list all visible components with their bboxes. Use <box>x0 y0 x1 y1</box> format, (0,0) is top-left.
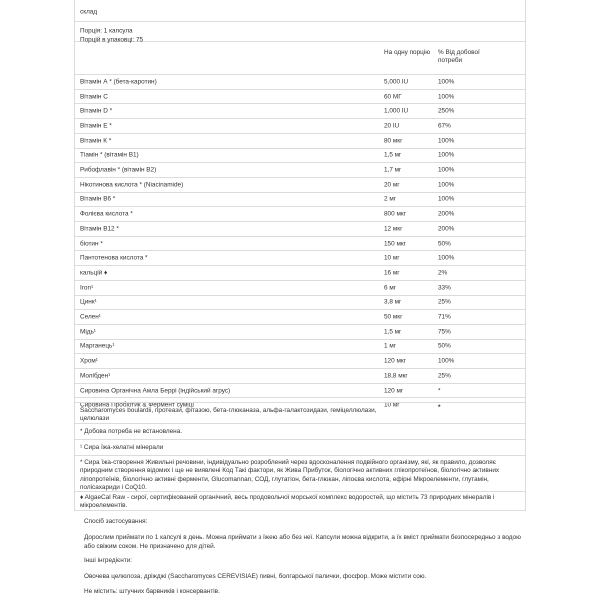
serving-size: Порція: 1 капсула <box>80 27 133 35</box>
nutrient-amount: 1,000 IU <box>384 107 409 115</box>
nutrient-amount: 16 мг <box>384 269 400 277</box>
table-row <box>80 148 520 163</box>
nutrient-name: Сировина Органічна Амла Беррі (індійський агрус) <box>80 387 231 395</box>
nutrient-amount: 50 мкг <box>384 313 403 321</box>
nutrient-daily-value: 75% <box>438 328 451 336</box>
table-row <box>80 133 520 148</box>
usage-text: Дорослим приймати по 1 капсулі в день. Можна приймати з їжею або без неї. Капсули можна відкрити, а їх вміст приймати безпосередньо з водою або свіжим соком. Не призначено для дітей. <box>84 534 521 550</box>
table-row <box>80 222 520 237</box>
divider <box>74 439 526 440</box>
nutrient-daily-value: 100% <box>438 254 455 262</box>
nutrient-name: Селен¹ <box>80 313 101 321</box>
nutrient-daily-value: 2% <box>438 269 448 277</box>
footnote-dv-not-established: * Добова потреба не встановлена. <box>80 428 183 435</box>
nutrient-name: Вітамін D * <box>80 107 113 115</box>
nutrient-name: кальцій ♦ <box>80 269 108 277</box>
servings-per-container: Порцій в упаковці: 75 <box>80 36 144 44</box>
nutrient-name: Фолієва кислота * <box>80 210 133 218</box>
table-row <box>80 369 520 384</box>
table-row <box>80 75 520 90</box>
nutrient-amount: 120 мкг <box>384 357 406 365</box>
divider <box>74 491 526 492</box>
nutrient-amount: 80 мкг <box>384 137 403 145</box>
nutrient-amount: 5,000 IU <box>384 78 409 86</box>
nutrient-daily-value: 250% <box>438 107 455 115</box>
nutrient-amount: 1,5 мг <box>384 151 402 159</box>
dv-column-header: % Від добової потреби <box>438 49 480 64</box>
nutrient-daily-value: 200% <box>438 225 455 233</box>
nutrient-amount: 800 мкг <box>384 210 406 218</box>
table-row <box>80 310 520 325</box>
divider <box>74 402 526 403</box>
footnote-raw-minerals: ¹ Сира їжа-хелатні мінерали <box>80 444 164 451</box>
table-row <box>80 354 520 369</box>
facts-title-row <box>80 2 520 22</box>
nutrient-name: біотин * <box>80 240 103 248</box>
divider <box>74 510 526 511</box>
other-ingredients-heading: Інші інгредієнти: <box>84 557 133 564</box>
nutrient-name: Вітамін Е * <box>80 122 112 130</box>
nutrient-daily-value: 100% <box>438 151 455 159</box>
nutrient-name: Марганець¹ <box>80 342 115 350</box>
table-row <box>80 251 520 266</box>
nutrient-amount: 10 мг <box>384 401 400 409</box>
amount-column-header: На одну порцію <box>384 49 431 56</box>
nutrient-daily-value: 67% <box>438 122 451 130</box>
column-headers <box>80 49 520 73</box>
table-row <box>80 192 520 207</box>
nutrient-amount: 120 мг <box>384 387 404 395</box>
nutrient-daily-value: 33% <box>438 284 451 292</box>
nutrient-amount: 12 мкг <box>384 225 403 233</box>
nutrient-daily-value: 50% <box>438 342 451 350</box>
nutrient-daily-value: 100% <box>438 181 455 189</box>
table-row <box>80 295 520 310</box>
nutrient-amount: 3,8 мг <box>384 298 402 306</box>
nutrient-daily-value: 100% <box>438 137 455 145</box>
table-row <box>80 324 520 339</box>
nutrient-daily-value: 100% <box>438 195 455 203</box>
table-row <box>80 89 520 104</box>
nutrient-amount: 150 мкг <box>384 240 406 248</box>
nutrient-amount: 1,5 мг <box>384 328 402 336</box>
supplement-facts-page <box>70 0 530 600</box>
nutrient-daily-value: 25% <box>438 298 451 306</box>
other-ingredients-text: Овочева целюлоза, дріжджі (Saccharomyces CEREVISIAE) пивні, болгарської палички, фосфор. Може містити сою. <box>84 573 427 580</box>
nutrient-daily-value: 100% <box>438 93 455 101</box>
nutrient-amount: 1,7 мг <box>384 166 402 174</box>
nutrient-daily-value: 25% <box>438 372 451 380</box>
nutrient-name: Пантотенова кислота * <box>80 254 148 262</box>
free-of-text: Не містить: штучних барвників і консервантів. <box>84 588 220 595</box>
nutrient-name: Мідь¹ <box>80 328 96 336</box>
table-row <box>80 163 520 178</box>
table-row <box>80 104 520 119</box>
nutrient-amount: 1 мг <box>384 342 397 350</box>
footnote-algaecal: ♦ AlgaeCal Raw - сирої, сертифікований органічний, весь продовольчої морської комплекс водоростей, що містить 73 природних мінералів і мікроелементів. <box>80 494 495 510</box>
usage-heading: Спосіб застосування: <box>84 518 148 525</box>
blend-ingredients: Saccharomyces boulardii, протеази, фітазою, бета-глюканаза, альфа-галактозидази, геміцеллюлази, целюлази <box>80 407 377 423</box>
nutrient-name: Вітамін С <box>80 93 108 101</box>
nutrient-amount: 20 IU <box>384 122 400 130</box>
nutrient-daily-value: 200% <box>438 210 455 218</box>
servings-per-container-row <box>80 27 520 50</box>
nutrient-daily-value: 100% <box>438 166 455 174</box>
nutrient-amount: 18,8 мкг <box>384 372 408 380</box>
blend-dv: * <box>438 404 441 411</box>
nutrient-name: Цинк¹ <box>80 298 97 306</box>
nutrient-name: Сировина Пробіотик & Фермент суміш <box>80 401 194 409</box>
nutrient-amount: 10 мг <box>384 254 400 262</box>
table-row <box>80 339 520 354</box>
table-row <box>80 280 520 295</box>
nutrient-name: Вітамін А * (бета-каротин) <box>80 78 157 86</box>
nutrient-daily-value: 100% <box>438 357 455 365</box>
nutrient-daily-value: 50% <box>438 240 451 248</box>
divider <box>74 455 526 456</box>
table-row <box>80 119 520 134</box>
nutrient-amount: 60 МГ <box>384 93 402 101</box>
nutrient-daily-value: 100% <box>438 78 455 86</box>
table-row <box>80 177 520 192</box>
table-row <box>80 207 520 222</box>
facts-title: склад <box>80 8 98 16</box>
table-row <box>80 266 520 281</box>
nutrient-name: Iron¹ <box>80 284 94 292</box>
nutrient-name: Нікотинова кислота * (Niacinamide) <box>80 181 184 189</box>
nutrient-name: Вітамін В6 * <box>80 195 116 203</box>
nutrient-daily-value: * <box>438 387 441 395</box>
nutrient-name: Молібден¹ <box>80 372 111 380</box>
table-row <box>80 236 520 251</box>
table-row <box>80 383 520 398</box>
nutrient-name: Вітамін В12 * <box>80 225 119 233</box>
footnote-raw-food: * Сира їжа-створення Живильні речовини, індивідуально розроблений через вдосконалення подвійного організму, які, як правило, дозволяє природним створення відомих і ще не виявлені Код Такі фактори, як Жива Прибуток, біологічно активних глікопротеїнов, біологічно активних ліпопротеїнів, біологічно активні ферменти, Glucomannan, СОД, глутатіон, бета-глюкан, ліпоєва кислота, ефірні Мікроелементи, глутамін, полісахариди і CoQ10. <box>80 459 500 491</box>
nutrient-amount: 2 мг <box>384 195 397 203</box>
nutrient-name: Рибофлавін * (вітамін В2) <box>80 166 157 174</box>
nutrient-name: Хром¹ <box>80 357 98 365</box>
nutrient-name: Вітамін К * <box>80 137 112 145</box>
divider <box>74 423 526 424</box>
nutrient-amount: 20 мг <box>384 181 400 189</box>
nutrient-daily-value: 71% <box>438 313 451 321</box>
nutrient-name: Тіамін * (вітамін В1) <box>80 151 139 159</box>
nutrient-amount: 6 мг <box>384 284 397 292</box>
